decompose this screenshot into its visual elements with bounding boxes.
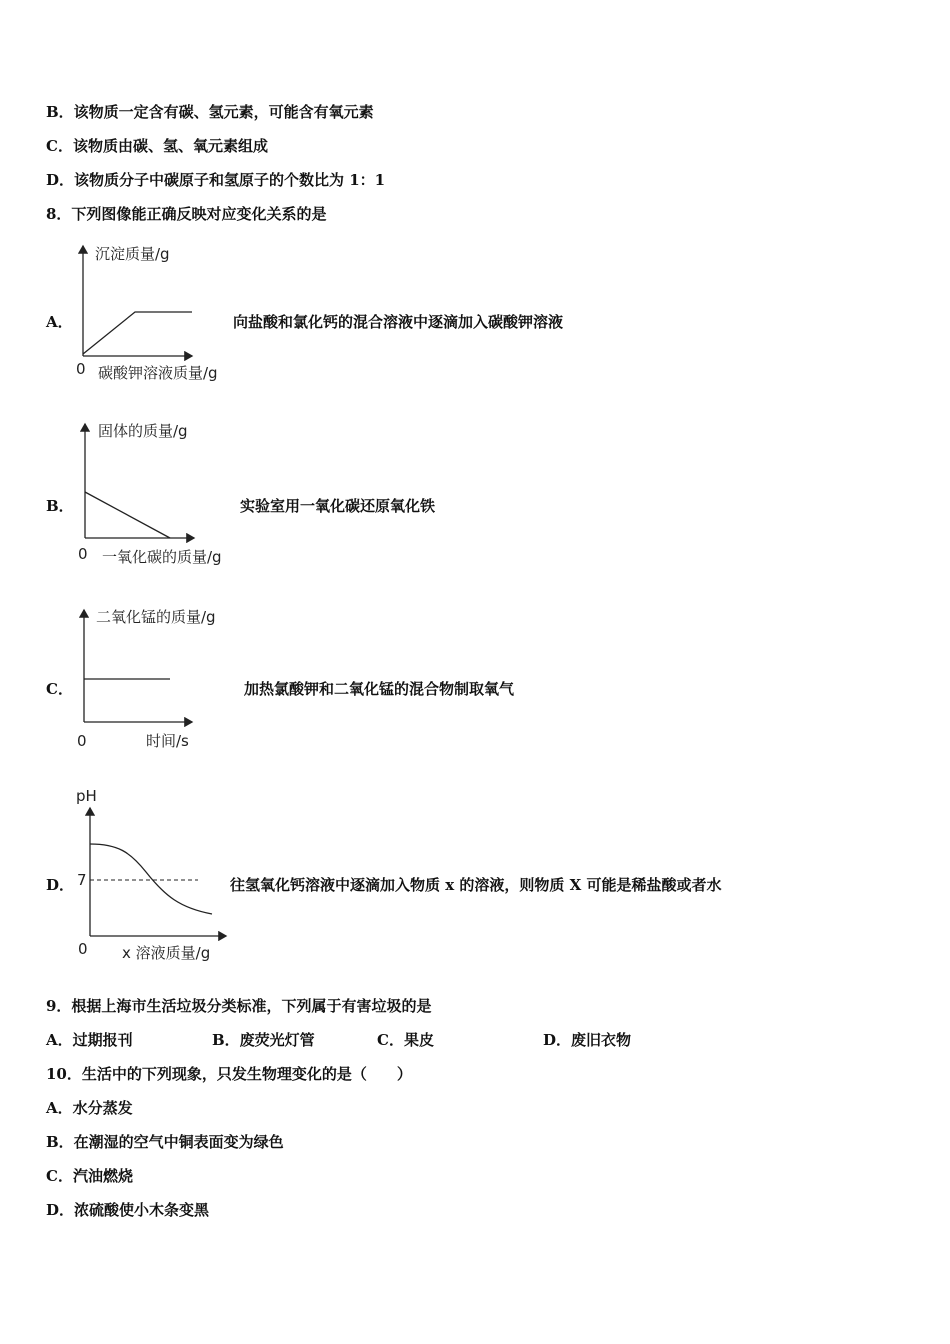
x-axis-label: x 溶液质量/g — [122, 944, 211, 962]
q8-option-d-label: D． — [46, 876, 75, 894]
ref-value-label: 7 — [77, 871, 87, 889]
origin-label: 0 — [77, 732, 87, 750]
q8-graph-b — [70, 416, 260, 571]
q9-option-c: C．果皮 — [377, 1031, 434, 1049]
q8-graph-c — [70, 600, 260, 755]
y-axis-label: pH — [76, 787, 97, 805]
q9-stem: 9．根据上海市生活垃圾分类标准，下列属于有害垃圾的是 — [46, 997, 432, 1015]
q7-option-d: D．该物质分子中碳原子和氢原子的个数比为 1：1 — [46, 171, 386, 189]
y-axis-label: 二氧化锰的质量/g — [96, 608, 216, 626]
origin-label: 0 — [78, 940, 88, 958]
q8-option-d-desc: 往氢氧化钙溶液中逐滴加入物质 x 的溶液，则物质 X 可能是稀盐酸或者水 — [230, 876, 722, 894]
q8-option-b-desc: 实验室用一氧化碳还原氧化铁 — [240, 497, 436, 515]
q10-option-b: B．在潮湿的空气中铜表面变为绿色 — [46, 1133, 284, 1151]
q9-option-d: D．废旧衣物 — [543, 1031, 632, 1049]
q10-option-c: C．汽油燃烧 — [46, 1167, 133, 1185]
q10-stem: 10．生活中的下列现象，只发生物理变化的是（ ） — [46, 1065, 412, 1083]
ph-curve — [90, 844, 212, 914]
x-axis-label: 时间/s — [146, 732, 189, 750]
curve-line — [83, 312, 192, 354]
curve-line — [85, 492, 170, 538]
q8-option-b-label: B． — [46, 497, 74, 515]
q7-option-c: C．该物质由碳、氢、氧元素组成 — [46, 137, 268, 155]
q9-option-b: B．废荧光灯管 — [212, 1031, 315, 1049]
y-axis-label: 沉淀质量/g — [95, 245, 170, 263]
q8-option-c-desc: 加热氯酸钾和二氧化锰的混合物制取氧气 — [244, 680, 515, 698]
q10-option-d: D．浓硫酸使小木条变黑 — [46, 1201, 210, 1219]
q10-option-a: A．水分蒸发 — [46, 1099, 133, 1117]
q8-option-a-label: A． — [46, 313, 73, 331]
q8-graph-a — [70, 238, 250, 388]
origin-label: 0 — [76, 360, 86, 378]
q9-option-a: A．过期报刊 — [46, 1031, 133, 1049]
x-axis-label: 一氧化碳的质量/g — [102, 548, 222, 566]
q8-stem: 8．下列图像能正确反映对应变化关系的是 — [46, 205, 327, 223]
x-axis-label: 碳酸钾溶液质量/g — [98, 364, 218, 382]
y-axis-label: 固体的质量/g — [98, 422, 188, 440]
q8-option-c-label: C． — [46, 680, 73, 698]
q8-option-a-desc: 向盐酸和氯化钙的混合溶液中逐滴加入碳酸钾溶液 — [233, 313, 564, 331]
origin-label: 0 — [78, 545, 88, 563]
q7-option-b: B．该物质一定含有碳、氢元素，可能含有氧元素 — [46, 103, 374, 121]
